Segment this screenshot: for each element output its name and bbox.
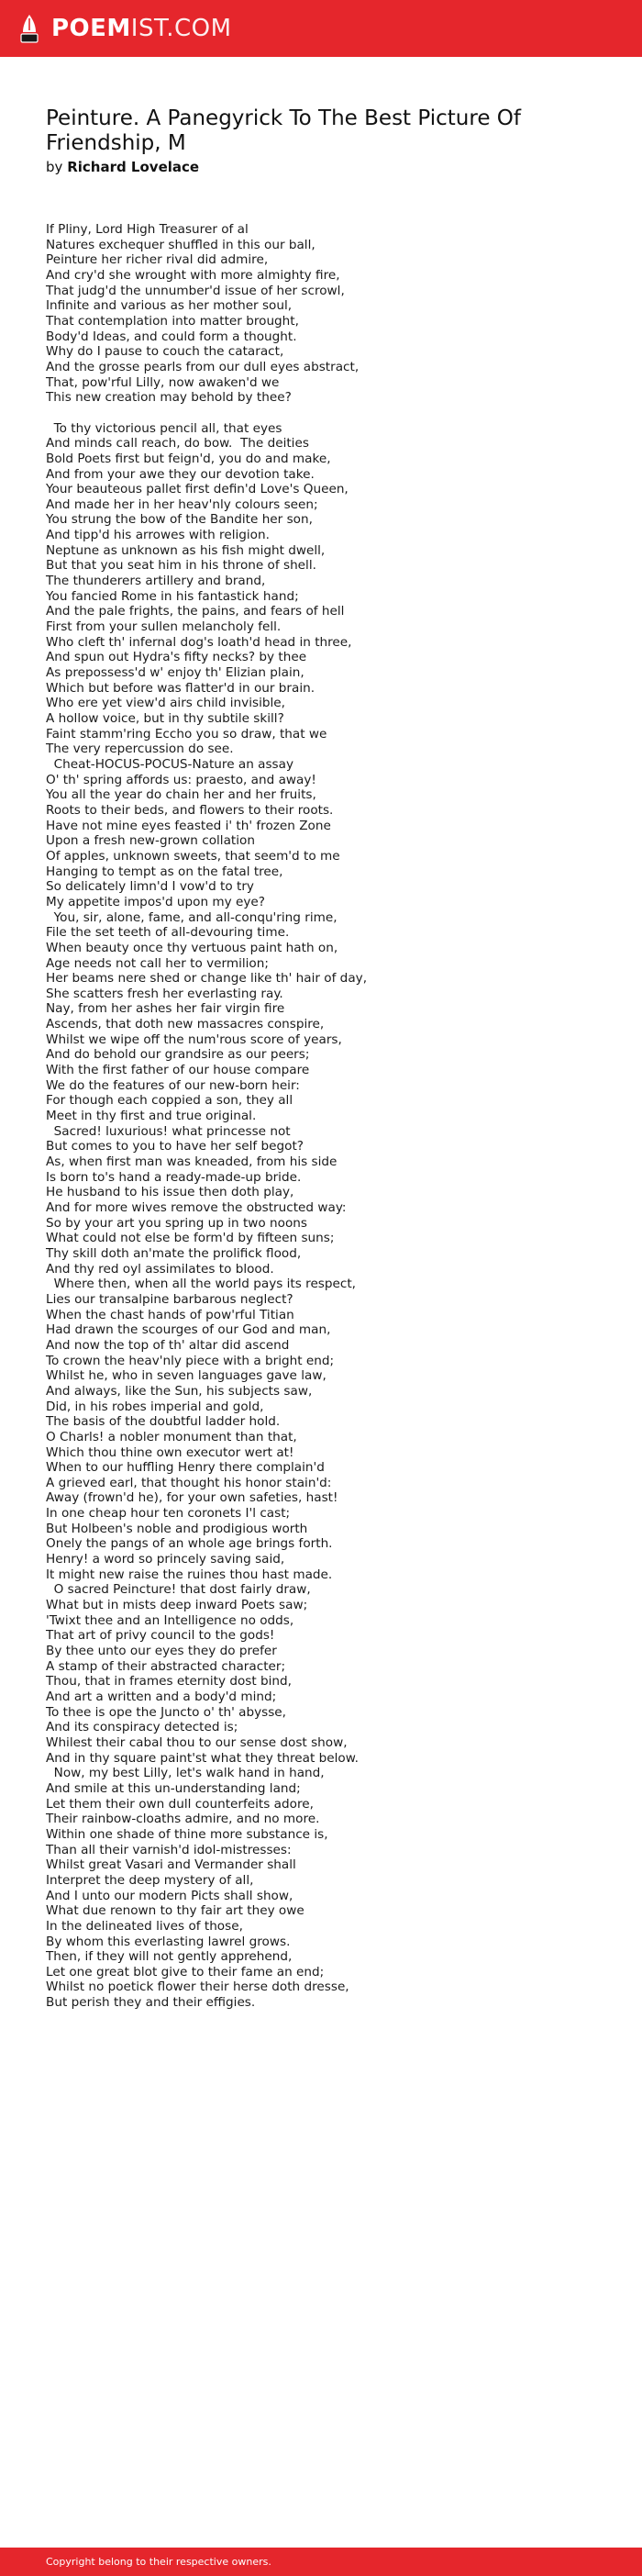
- copyright-notice: Copyright belong to their respective owners.: [46, 2556, 271, 2568]
- by-label: by: [46, 159, 63, 175]
- site-header: [0, 0, 642, 57]
- site-logo[interactable]: [51, 17, 232, 40]
- byline: [46, 158, 199, 176]
- inkwell-quill-icon[interactable]: [16, 13, 43, 44]
- logo-text-bold: POEM: [51, 15, 131, 42]
- poem-body: If Pliny, Lord High Treasurer of al Natures exchequer shuffled in this our ball, Peinture her richer rival did admire, And cry'd she wrought with more almighty fire, That judg'd the unnumber'd issue of her scrowl, Infinite and various as her mother soul, That contemplation into matter brought, Body'd Ideas, and could form a thought. Why do I pause to couch the cataract, And the grosse pearls from our dull eyes abstract, That, pow'rful Lilly, now awaken'd we This new creation may behold by thee? To thy victorious pencil all, that eyes And minds call reach, do bow. The deities Bold Poets first but feign'd, you do and make, And from your awe they our devotion take. Your beauteous pallet first defin'd Love's Queen, And made her in her heav'nly colours seen; You strung the bow of the Bandite her son, And tipp'd his arrowes with religion. Neptune as unknown as his fish might dwell, But that you seat him in his throne of shell. The thunderers artillery and brand, You fancied Rome in his fantastick hand; And the pale frights, the pains, and fears of hell First from your sullen melancholy fell. Who cleft th' infernal dog's loath'd head in three, And spun out Hydra's fifty necks? by thee As prepossess'd w' enjoy th' Elizian plain, Which but before was flatter'd in our brain. Who ere yet view'd airs child invisible, A hollow voice, but in thy subtile skill? Faint stamm'ring Eccho you so draw, that we The very repercussion do see. Cheat-HOCUS-POCUS-Nature an assay O' th' spring affords us: praesto, and away! You all the year do chain her and her fruits, Roots to their beds, and flowers to their roots. Have not mine eyes feasted i' th' frozen Zone Upon a fresh new-grown collation Of apples, unknown sweets, that seem'd to me Hanging to tempt as on the fatal tree, So delicately limn'd I vow'd to try My appetite impos'd upon my eye? You, sir, alone, fame, and all-conqu'ring rime, File the set teeth of all-devouring time. When beauty once thy vertuous paint hath on, Age needs not call her to vermilion; Her beams nere shed or change like th' hair of day, She scatters fresh her everlasting ray. Nay, from her ashes her fair virgin fire Ascends, that doth new massacres conspire, Whilst we wipe off the num'rous score of years, And do behold our grandsire as our peers; With the first father of our house compare We do the features of our new-born heir: For though each coppied a son, they all Meet in thy first and true original. Sacred! luxurious! what princesse not But comes to you to have her self begot? As, when first man was kneaded, from his side Is born to's hand a ready-made-up bride. He husband to his issue then doth play, And for more wives remove the obstructed way: So by your art you spring up in two noons What could not else be form'd by fifteen suns; Thy skill doth an'mate the prolifick flood, And thy red oyl assimilates to blood. Where then, when all the world pays its respect, Lies our transalpine barbarous neglect? When the chast hands of pow'rful Titian Had drawn the scourges of our God and man, And now the top of th' altar did ascend To crown the heav'nly piece with a bright end; Whilst he, who in seven languages gave law, And always, like the Sun, his subjects saw, Did, in his robes imperial and gold, The basis of the doubtful ladder hold. O Charls! a nobler monument than that, Which thou thine own executor wert at! When to our huffling Henry there complain'd A grieved earl, that thought his honor stain'd: Away (frown'd he), for your own safeties, hast! In one cheap hour ten coronets I'l cast; But Holbeen's noble and prodigious worth Onely the pangs of an whole age brings forth. Henry! a word so princely saving said, It might new raise the ruines thou hast made. O sacred Peincture! that dost fairly draw, What but in mists deep inward Poets saw; 'Twixt thee and an Intelligence no odds, That art of privy council to the gods! By thee unto our eyes they do prefer A stamp of their abstracted character; Thou, that in frames eternity dost bind, And art a written and a body'd mind; To thee is ope the Juncto o' th' abysse, And its conspiracy detected is; Whilest their cabal thou to our sense dost show, And in thy square paint'st what they threat below. Now, my best Lilly, let's walk hand in hand, And smile at this un-understanding land; Let them their own dull counterfeits adore, Their rainbow-cloaths admire, and no more. Within one shade of thine more substance is, Than all their varnish'd idol-mistresses: Whilst great Vasari and Vermander shall Interpret the deep mystery of all, And I unto our modern Picts shall show, What due renown to thy fair art they owe In the delineated lives of those, By whom this everlasting lawrel grows. Then, if they will not gently apprehend, Let one great blot give to their fame an end; Whilst no poetick flower their herse doth dresse, But perish they and their effigies.: [46, 222, 368, 2011]
- logo-text-light: IST.COM: [130, 15, 232, 42]
- poem-title: Peinture. A Panegyrick To The Best Picture Of Friendship, M: [46, 106, 521, 155]
- author-link[interactable]: Richard Lovelace: [67, 159, 200, 175]
- site-footer: [0, 2548, 642, 2576]
